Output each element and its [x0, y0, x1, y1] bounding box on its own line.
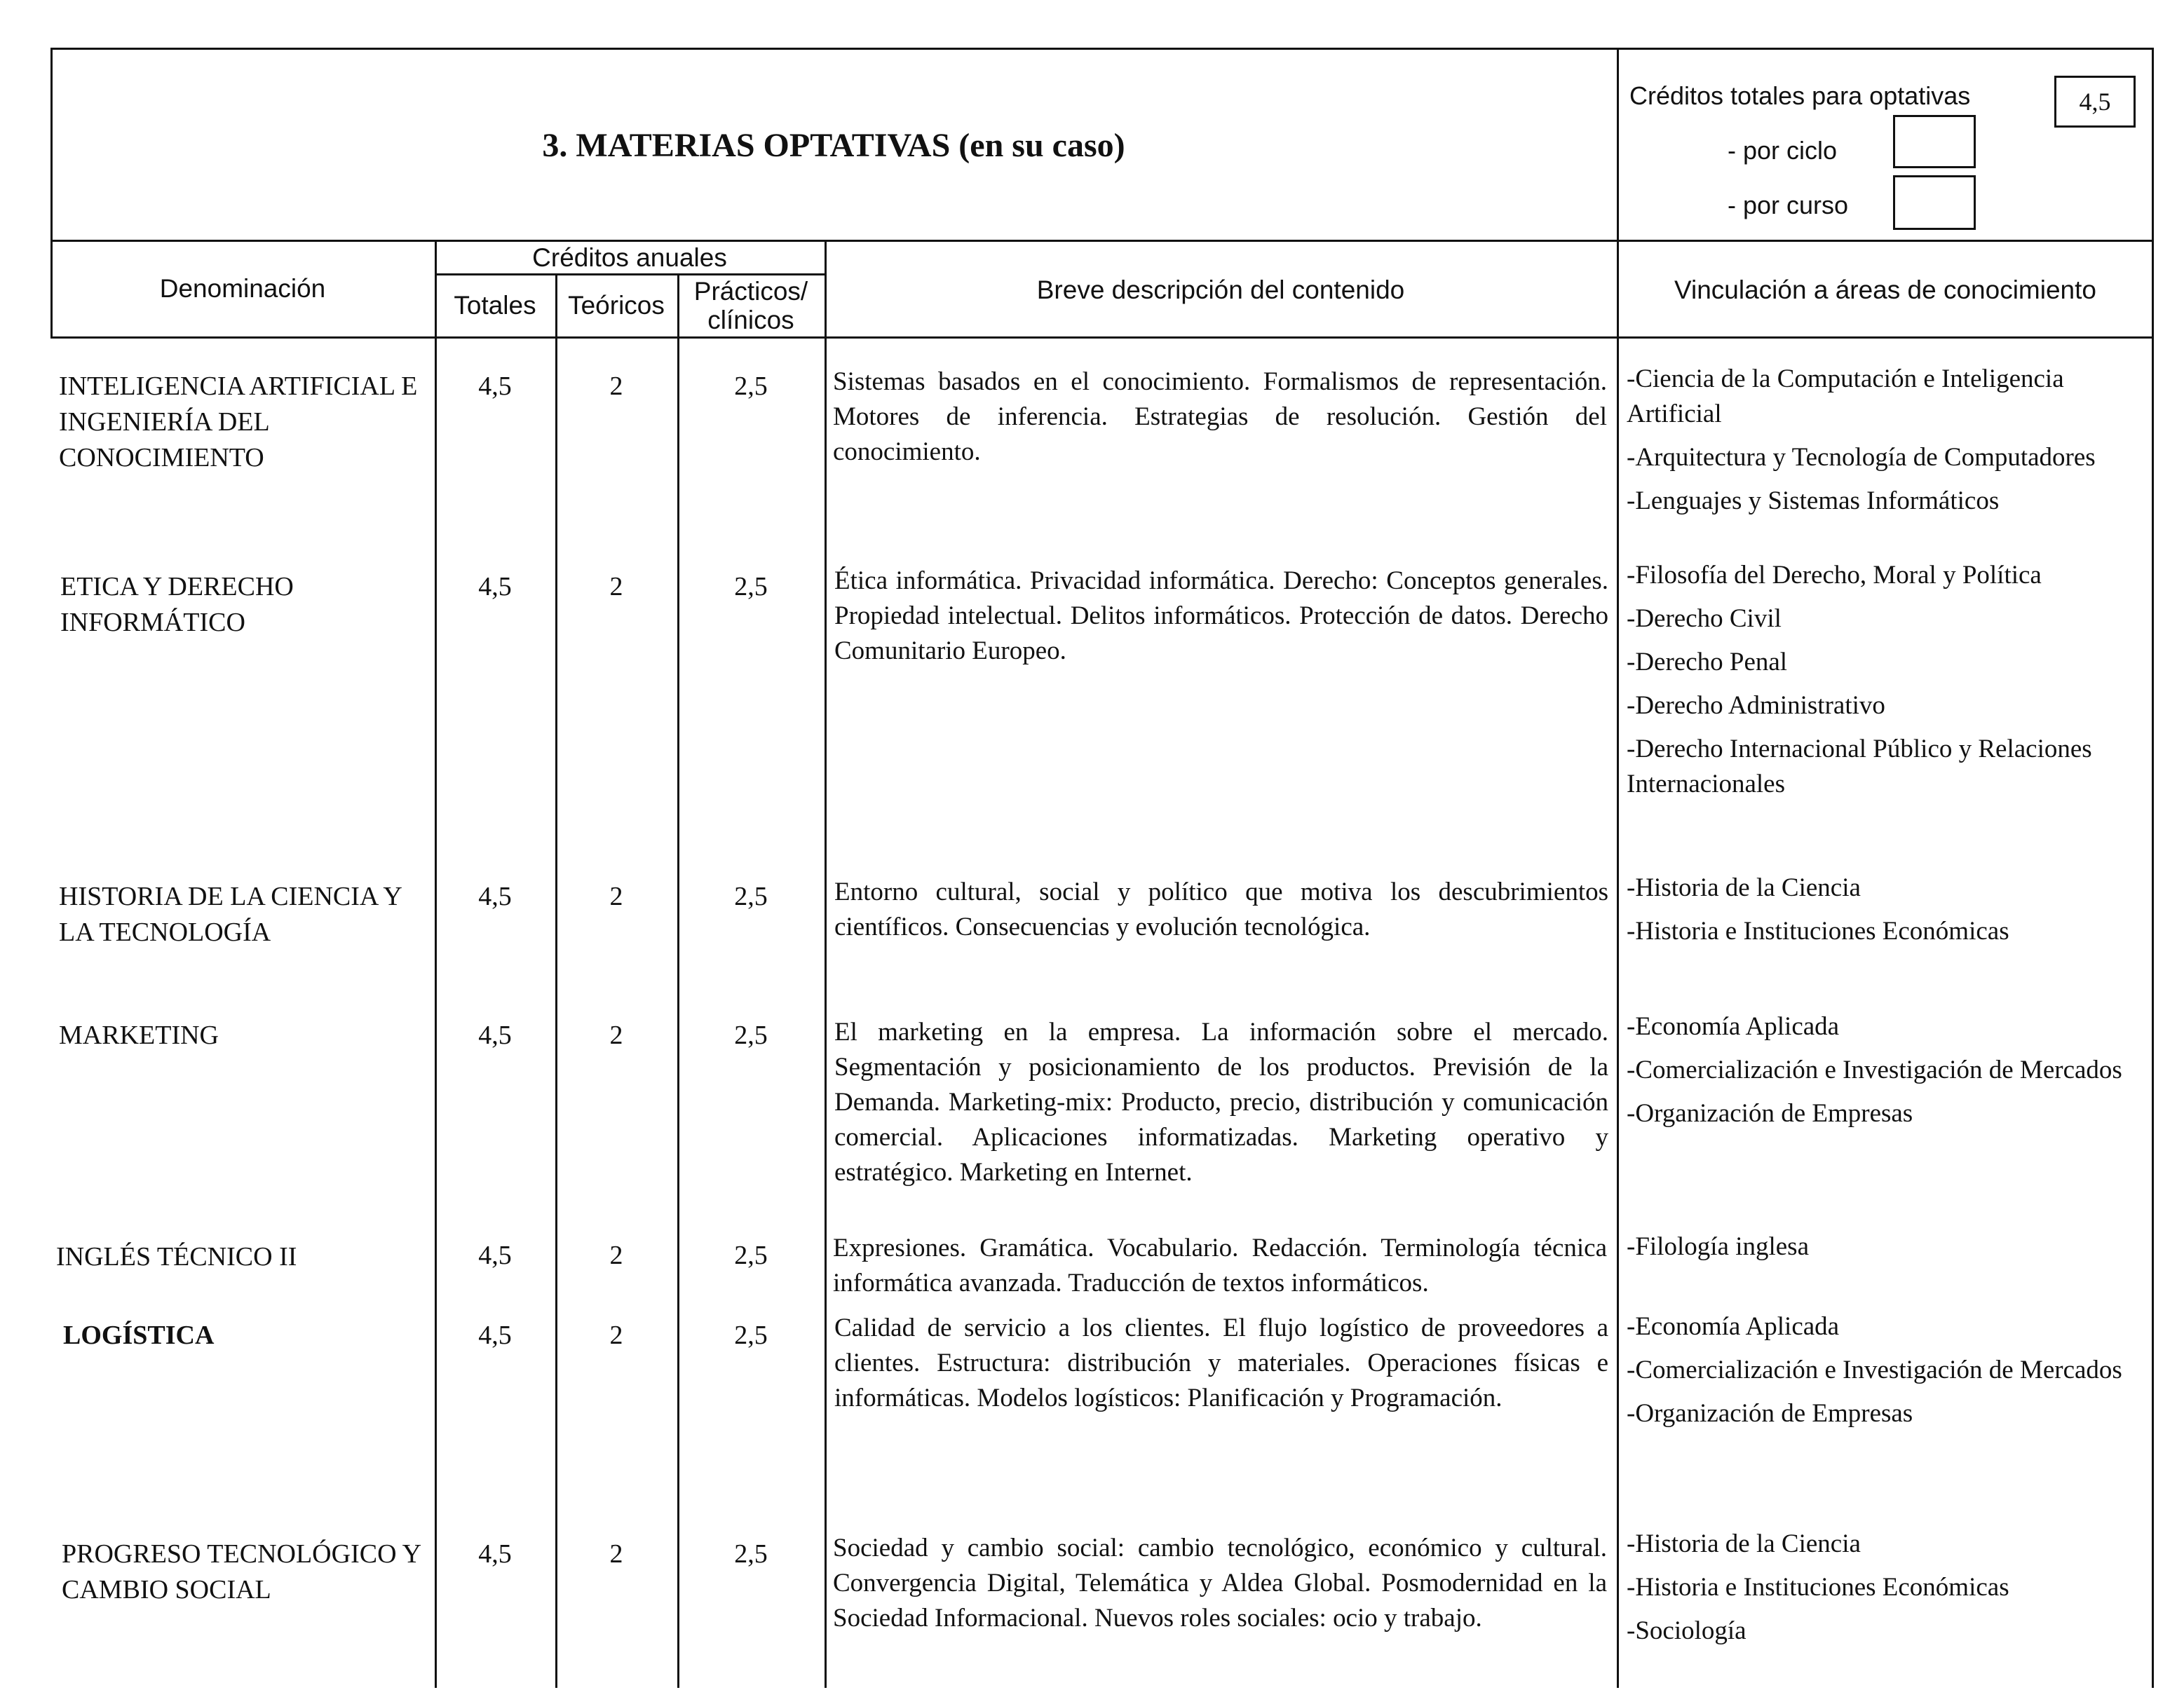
- credits-total-label: Créditos totales para optativas: [1629, 81, 1971, 110]
- row-2-description: Ética informática. Privacidad informática. Derecho: Conceptos generales. Propiedad intelectual. Delitos informáticos. Protección de datos. Derecho Comunitario Europeo.: [834, 566, 1608, 665]
- per-course-label: - por curso: [1728, 191, 1849, 219]
- header-name: Denominación: [159, 274, 326, 303]
- row-4-total: 4,5: [478, 1021, 512, 1050]
- row-3-areas: [1627, 871, 2145, 957]
- row-3-name: HISTORIA DE LA CIENCIA Y LA TECNOLOGÍA: [59, 882, 402, 947]
- header-practical-line2: clínicos: [707, 305, 794, 334]
- col-sep-total: [555, 273, 557, 1688]
- row-7-practical: 2,5: [734, 1539, 768, 1569]
- header-areas: Vinculación a áreas de conocimiento: [1674, 275, 2096, 304]
- row-2-area-3: -Derecho Penal: [1627, 648, 1788, 676]
- annual-credits-underline: [435, 273, 825, 275]
- row-6-areas: [1627, 1309, 2145, 1440]
- row-5-theory: 2: [609, 1241, 623, 1270]
- row-1-area-2: -Arquitectura y Tecnología de Computadores: [1627, 443, 2096, 472]
- header-practical: [677, 278, 825, 334]
- row-2-areas: [1627, 558, 2145, 810]
- row-6-name: LOGÍSTICA: [63, 1321, 215, 1350]
- row-5-practical: 2,5: [734, 1241, 768, 1270]
- per-cycle-box: [1893, 115, 1976, 168]
- credits-total-value: 4,5: [2079, 88, 2111, 116]
- credits-total-box: [2054, 76, 2136, 128]
- row-1-description: Sistemas basados en el conocimiento. Formalismos de representación. Motores de inferencia. Estrategias de resolución. Gestión del conocimiento.: [833, 367, 1607, 466]
- header-annual-credits: Créditos anuales: [532, 243, 727, 272]
- row-5-name: INGLÉS TÉCNICO II: [56, 1242, 297, 1272]
- row-3-theory: 2: [609, 882, 623, 911]
- page-title: 3. MATERIAS OPTATIVAS (en su caso): [542, 127, 1125, 164]
- table-top-border: [50, 48, 2154, 50]
- row-3-description: Entorno cultural, social y político que motiva los descubrimientos científicos. Consecuencias y evolución tecnológica.: [834, 878, 1608, 941]
- title-row-bottom-border: [50, 240, 2154, 242]
- row-6-area-1: -Economía Aplicada: [1627, 1312, 1840, 1341]
- header-theory: Teóricos: [568, 291, 665, 320]
- row-2-area-2: -Derecho Civil: [1627, 604, 1782, 633]
- row-1-area-1: -Ciencia de la Computación e Inteligencia Artificial: [1627, 364, 2064, 428]
- col-sep-practical: [825, 240, 827, 1688]
- row-6-area-3: -Organización de Empresas: [1627, 1399, 1913, 1428]
- row-7-name: PROGRESO TECNOLÓGICO Y CAMBIO SOCIAL: [62, 1539, 421, 1604]
- row-5-areas: [1627, 1229, 2145, 1273]
- row-6-practical: 2,5: [734, 1321, 768, 1350]
- row-6-total: 4,5: [478, 1321, 512, 1350]
- row-5-description: Expresiones. Gramática. Vocabulario. Redacción. Terminología técnica informática avanzada. Traducción de textos informáticos.: [833, 1234, 1607, 1297]
- row-5-area-1: -Filología inglesa: [1627, 1232, 1809, 1261]
- row-1-name: INTELIGENCIA ARTIFICIAL E INGENIERÍA DEL CONOCIMIENTO: [59, 372, 418, 472]
- row-3-area-2: -Historia e Instituciones Económicas: [1627, 917, 2009, 946]
- row-7-total: 4,5: [478, 1539, 512, 1569]
- row-2-theory: 2: [609, 572, 623, 601]
- row-2-name: ETICA Y DERECHO INFORMÁTICO: [60, 572, 294, 637]
- row-1-area-3: -Lenguajes y Sistemas Informáticos: [1627, 486, 2000, 515]
- col-sep-theory: [677, 273, 679, 1688]
- per-cycle-label: - por ciclo: [1728, 136, 1838, 165]
- row-2-area-5: -Derecho Internacional Público y Relaciones Internacionales: [1627, 735, 2092, 798]
- row-3-area-1: -Historia de la Ciencia: [1627, 873, 1861, 902]
- row-1-total: 4,5: [478, 372, 512, 401]
- row-1-areas: [1627, 362, 2145, 527]
- row-7-areas: [1627, 1527, 2145, 1657]
- row-7-description: Sociedad y cambio social: cambio tecnológico, económico y cultural. Convergencia Digital, Telemática y Aldea Global. Posmodernidad en la Sociedad Informacional. Nuevos roles sociales: ocio y trabajo.: [833, 1534, 1607, 1633]
- row-4-areas: [1627, 1009, 2145, 1140]
- row-2-area-4: -Derecho Administrativo: [1627, 691, 1885, 720]
- row-6-description: Calidad de servicio a los clientes. El flujo logístico de proveedores a clientes. Estructura: distribución y materiales. Operaciones físicas e informáticas. Modelos logísticos: Planificación y Programación.: [834, 1314, 1608, 1412]
- header-row-bottom-border: [50, 336, 2154, 339]
- row-4-practical: 2,5: [734, 1021, 768, 1050]
- row-3-total: 4,5: [478, 882, 512, 911]
- row-6-area-2: -Comercialización e Investigación de Mercados: [1627, 1356, 2122, 1384]
- col-sep-name: [435, 240, 437, 1688]
- header-total: Totales: [454, 291, 536, 320]
- row-4-description: El marketing en la empresa. La información sobre el mercado. Segmentación y posicionamiento de los productos. Previsión de la Demanda. Marketing-mix: Producto, precio, distribución y comunicación comercial. Aplicaciones informatizadas. Marketing operativo y estratégico. Marketing en Internet.: [834, 1018, 1608, 1187]
- row-7-area-1: -Historia de la Ciencia: [1627, 1529, 1861, 1558]
- row-2-total: 4,5: [478, 572, 512, 601]
- row-5-total: 4,5: [478, 1241, 512, 1270]
- row-2-practical: 2,5: [734, 572, 768, 601]
- row-1-practical: 2,5: [734, 372, 768, 401]
- row-4-area-2: -Comercialización e Investigación de Mercados: [1627, 1056, 2122, 1084]
- row-6-theory: 2: [609, 1321, 623, 1350]
- row-1-theory: 2: [609, 372, 623, 401]
- row-7-area-3: -Sociología: [1627, 1616, 1746, 1645]
- row-4-theory: 2: [609, 1021, 623, 1050]
- row-4-name: MARKETING: [59, 1021, 219, 1050]
- header-practical-line1: Prácticos/: [693, 277, 808, 306]
- header-description: Breve descripción del contenido: [1036, 275, 1405, 304]
- row-4-area-3: -Organización de Empresas: [1627, 1099, 1913, 1128]
- row-2-area-1: -Filosofía del Derecho, Moral y Política: [1627, 561, 2042, 589]
- row-7-theory: 2: [609, 1539, 623, 1569]
- per-course-box: [1893, 175, 1976, 230]
- row-4-area-1: -Economía Aplicada: [1627, 1012, 1840, 1041]
- row-3-practical: 2,5: [734, 882, 768, 911]
- row-7-area-2: -Historia e Instituciones Económicas: [1627, 1573, 2009, 1602]
